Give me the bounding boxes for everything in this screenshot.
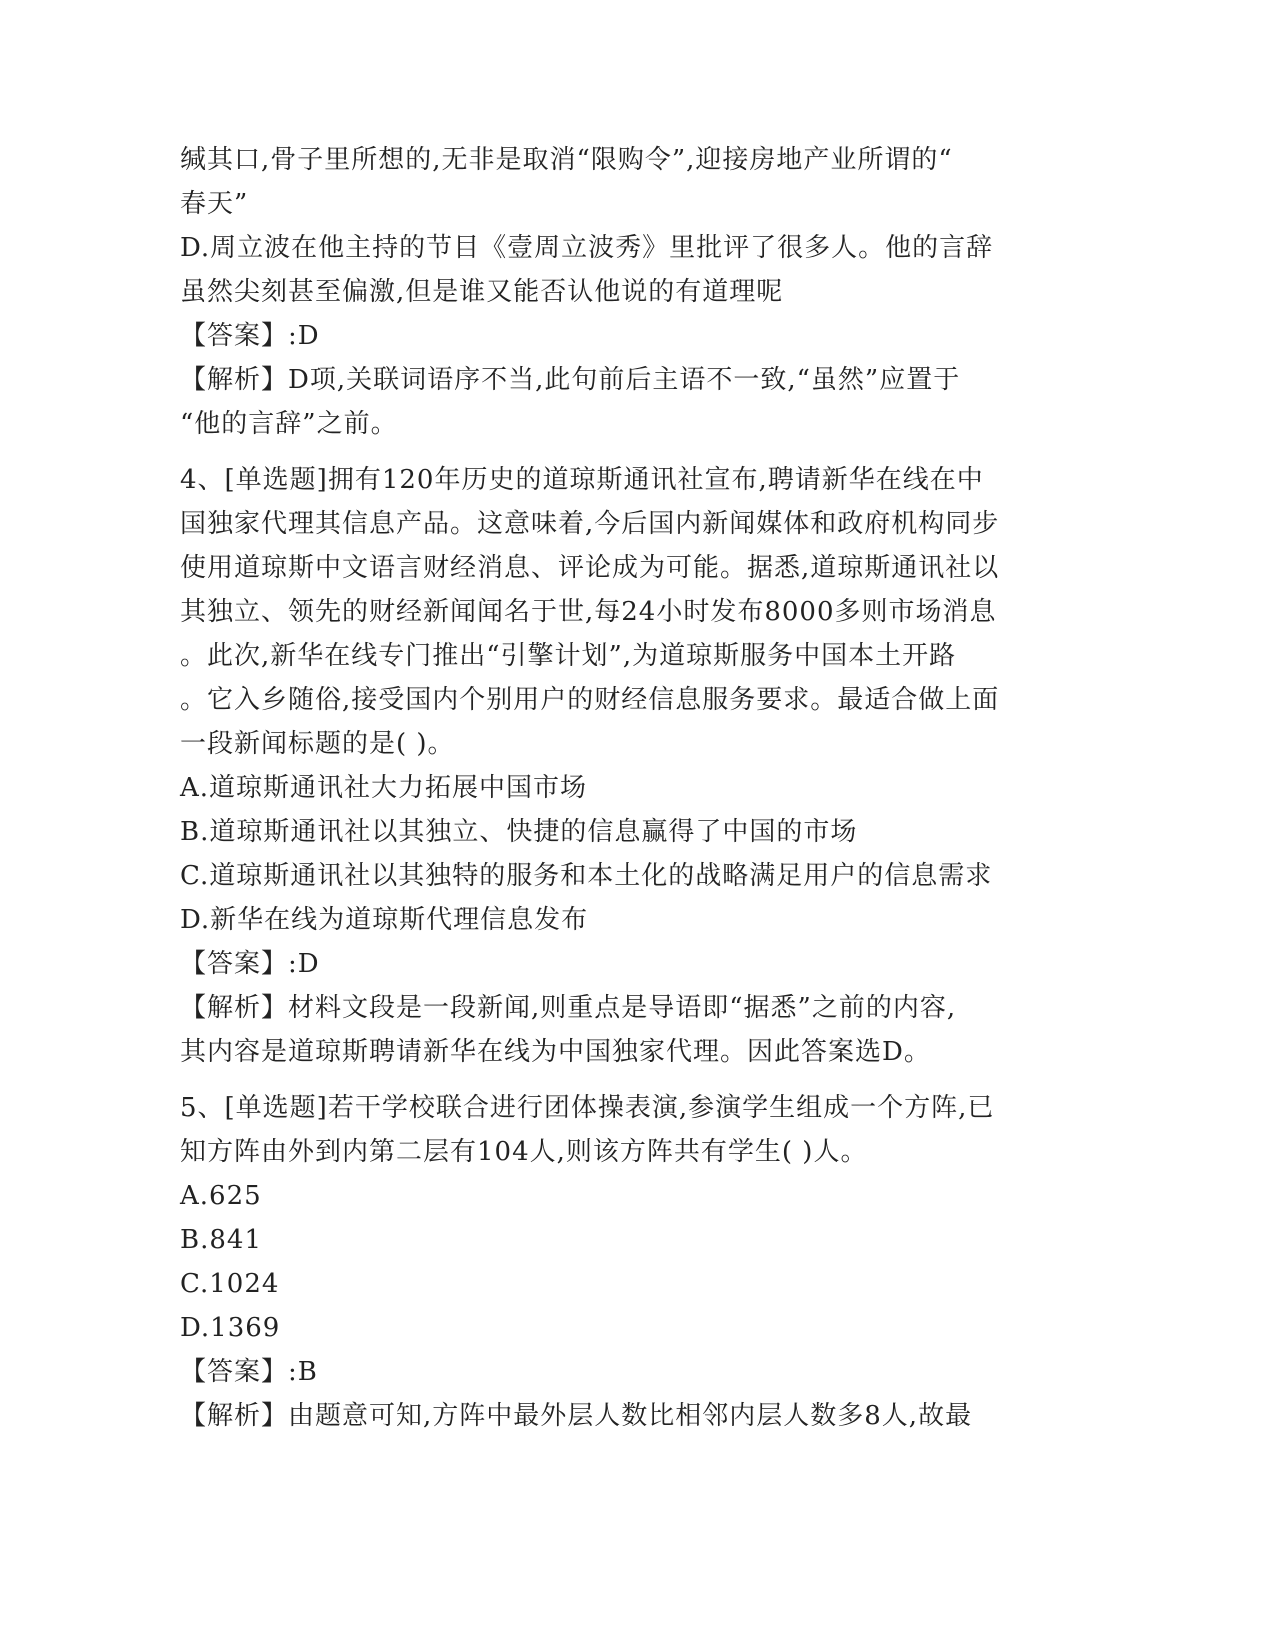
q3-option-d-cont: 虽然尖刻甚至偏激,但是谁又能否认他说的有道理呢 — [180, 277, 784, 307]
q4-stem-line: 国独家代理其信息产品。这意味着,今后国内新闻媒体和政府机构同步 — [180, 509, 1000, 539]
q5-answer: 【答案】:B — [180, 1357, 318, 1387]
q3-option-d: D.周立波在他主持的节目《壹周立波秀》里批评了很多人。他的言辞 — [180, 233, 994, 263]
q4-option-c: C.道琼斯通讯社以其独特的服务和本土化的战略满足用户的信息需求 — [180, 861, 993, 891]
q5-option-b: B.841 — [180, 1225, 262, 1255]
q4-stem-line: 。此次,新华在线专门推出“引擎计划”,为道琼斯服务中国本土开路 — [180, 641, 957, 671]
q3-text-line: 春天” — [180, 189, 249, 219]
q4-option-a: A.道琼斯通讯社大力拓展中国市场 — [180, 773, 588, 803]
document-page — [180, 138, 1060, 1438]
q5-stem-line: 5、[单选题]若干学校联合进行团体操表演,参演学生组成一个方阵,已 — [180, 1093, 995, 1123]
q4-option-d: D.新华在线为道琼斯代理信息发布 — [180, 905, 589, 935]
q3-answer: 【答案】:D — [180, 321, 320, 351]
q4-stem-line: 一段新闻标题的是( )。 — [180, 729, 455, 759]
q4-analysis-cont: 其内容是道琼斯聘请新华在线为中国独家代理。因此答案选D。 — [180, 1037, 931, 1067]
q4-analysis: 【解析】材料文段是一段新闻,则重点是导语即“据悉”之前的内容, — [180, 993, 957, 1023]
q4-stem-line: 4、[单选题]拥有120年历史的道琼斯通讯社宣布,聘请新华在线在中 — [180, 465, 984, 495]
q5-analysis: 【解析】由题意可知,方阵中最外层人数比相邻内层人数多8人,故最 — [180, 1401, 973, 1431]
q3-text-line: 缄其口,骨子里所想的,无非是取消“限购令”,迎接房地产业所谓的“ — [180, 145, 953, 175]
q5-option-a: A.625 — [180, 1181, 262, 1211]
q4-answer: 【答案】:D — [180, 949, 320, 979]
q4-stem-line: 其独立、领先的财经新闻闻名于世,每24小时发布8000多则市场消息 — [180, 597, 997, 627]
q5-option-d: D.1369 — [180, 1313, 281, 1343]
q5-stem-line: 知方阵由外到内第二层有104人,则该方阵共有学生( )人。 — [180, 1137, 868, 1167]
q3-analysis-cont: “他的言辞”之前。 — [180, 409, 398, 439]
q3-analysis: 【解析】D项,关联词语序不当,此句前后主语不一致,“虽然”应置于 — [180, 365, 961, 395]
q4-stem-line: 使用道琼斯中文语言财经消息、评论成为可能。据悉,道琼斯通讯社以 — [180, 553, 1000, 583]
q4-option-b: B.道琼斯通讯社以其独立、快捷的信息赢得了中国的市场 — [180, 817, 858, 847]
q5-option-c: C.1024 — [180, 1269, 280, 1299]
q4-stem-line: 。它入乡随俗,接受国内个别用户的财经信息服务要求。最适合做上面 — [180, 685, 1000, 715]
